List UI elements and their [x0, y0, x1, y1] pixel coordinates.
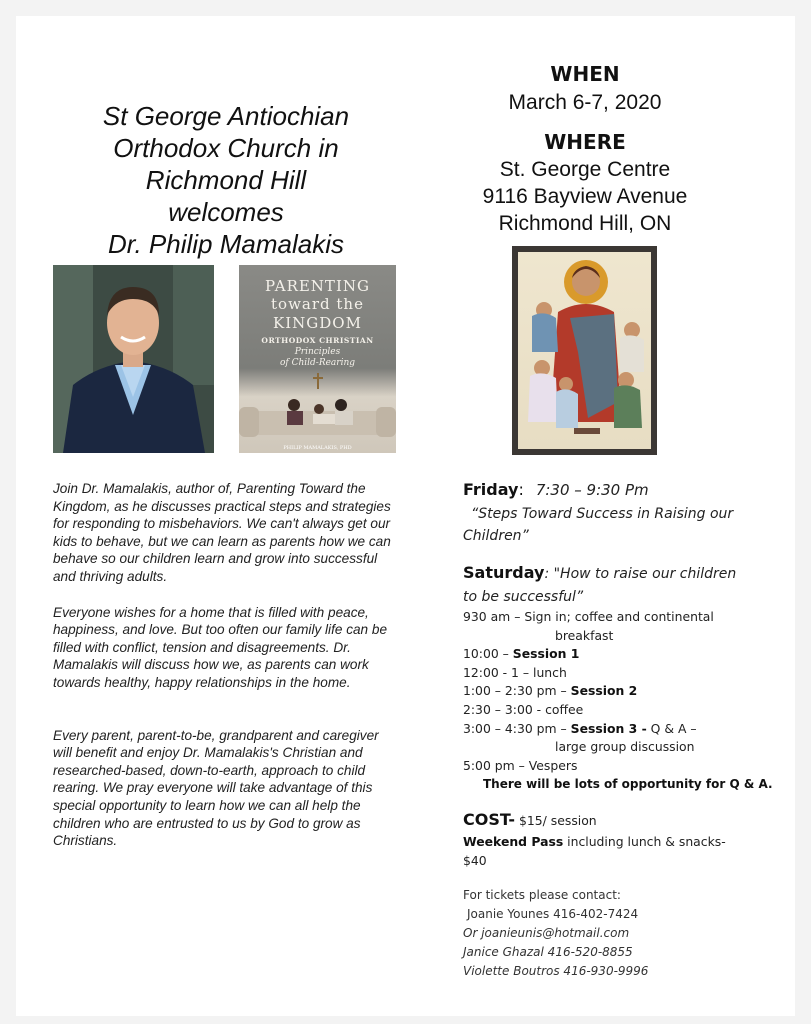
where-venue: St. George Centre [499, 158, 671, 181]
friday-row [463, 478, 783, 503]
book-title-line: toward the [271, 295, 364, 313]
schedule-time: 10:00 – [463, 646, 513, 662]
schedule [463, 478, 783, 981]
contact-line: Joanie Younes 416-402-7424 [467, 907, 639, 922]
book-subtitle: ORTHODOX CHRISTIAN [261, 336, 374, 345]
description-paragraph: Join Dr. Mamalakis, author of, Parenting Toward the Kingdom, as he discusses practical steps and strategies for responding to misbehaviors. We can't always get our kids to behave, but we can learn as parents how we can behave so our children learn and grow into successful and thriving adults. [53, 481, 391, 584]
saturday-row [463, 561, 783, 586]
description-paragraph: Everyone wishes for a home that is filled with peace, happiness, and love. But too often our family life can be filled with conflict, tension and disagreements. Dr. Mamalakis will discuss how we, as parents can work towards healthy, happy relationships in the home. [53, 604, 388, 690]
saturday-label: Saturday [463, 563, 545, 582]
title-line: St George Antiochian [102, 101, 350, 131]
friday-label: Friday [463, 480, 519, 499]
friday-sep: : [518, 480, 524, 499]
where-address: 9116 Bayview Avenue [482, 185, 688, 208]
schedule-item: large group discussion [555, 739, 695, 755]
christ-with-children-icon [518, 252, 651, 449]
when-label: WHEN [550, 62, 620, 86]
book-tagline: of Child-Rearing [279, 358, 356, 368]
contact-info [463, 886, 783, 981]
description-paragraph: Every parent, parent-to-be, grandparent and caregiver will benefit and enjoy Dr. Mamalakis's Christian and researched-based, down-to-earth, approach to child rearing. We pray everyone will take advantage of this special opportunity to learn how we can all help the children who are entrusted to us by God to grow as Christians. [53, 727, 379, 849]
where-city: Richmond Hill, ON [498, 212, 672, 235]
when-date: March 6-7, 2020 [508, 91, 662, 114]
speaker-portrait-icon [53, 265, 214, 453]
schedule-item: 930 am – Sign in; coffee and continental [463, 609, 714, 624]
cross-icon [311, 373, 325, 389]
contact-intro: For tickets please contact: [463, 888, 621, 903]
qa-note: There will be lots of opportunity for Q & A. [483, 777, 773, 792]
cost-value: $15/ session [515, 812, 597, 828]
title-line: Dr. Philip Mamalakis [108, 229, 344, 259]
schedule-item [463, 720, 783, 739]
title-line: welcomes [168, 197, 284, 227]
schedule-item: breakfast [555, 627, 614, 643]
where-label: WHERE [544, 130, 626, 154]
event-title [16, 100, 436, 260]
saturday-talk: to be successful” [463, 589, 584, 605]
schedule-item: 12:00 - 1 – lunch [463, 664, 567, 680]
family-couch-icon [239, 393, 396, 443]
pass-value: including lunch & snacks- [563, 833, 726, 849]
weekend-pass [463, 833, 783, 852]
contact-line: Violette Boutros 416-930-9996 [463, 964, 649, 979]
schedule-item: 5:00 pm – Vespers [463, 757, 578, 773]
cost-row [463, 808, 783, 833]
book-title-line: PARENTING [265, 277, 370, 295]
schedule-time: 3:00 – 4:30 pm – [463, 720, 571, 736]
pass-label: Weekend Pass [463, 833, 564, 849]
book-title-line: KINGDOM [273, 314, 362, 332]
christ-children-icon-image [512, 246, 657, 455]
contact-email: Or joanieunis@hotmail.com [463, 926, 630, 941]
schedule-item [463, 682, 783, 701]
session-label: Session 2 [570, 683, 638, 699]
title-line: Orthodox Church in [113, 133, 339, 163]
schedule-item: 2:30 – 3:00 - coffee [463, 701, 584, 717]
session-label: Session 1 [512, 646, 580, 662]
speaker-photo [53, 265, 214, 453]
friday-talk: “Steps Toward Success in Raising our [471, 506, 734, 522]
book-cover [239, 265, 396, 453]
flyer-page [16, 16, 795, 1016]
description [53, 480, 398, 850]
friday-talk: Children” [463, 528, 529, 544]
book-author: PHILIP MAMALAKIS, PHD [283, 445, 352, 451]
schedule-time: 1:00 – 2:30 pm – [463, 683, 571, 699]
cost-label: COST- [463, 809, 516, 829]
title-line: Richmond Hill [145, 165, 307, 195]
session-label: Session 3 - [570, 720, 647, 736]
contact-line: Janice Ghazal 416-520-8855 [463, 945, 633, 960]
book-tagline: Principles [294, 347, 341, 357]
schedule-item [463, 645, 783, 664]
pass-price: $40 [463, 852, 487, 868]
friday-time: 7:30 – 9:30 Pm [535, 481, 649, 499]
session-note: Q & A – [646, 720, 697, 736]
saturday-talk: : "How to raise our children [544, 566, 737, 582]
